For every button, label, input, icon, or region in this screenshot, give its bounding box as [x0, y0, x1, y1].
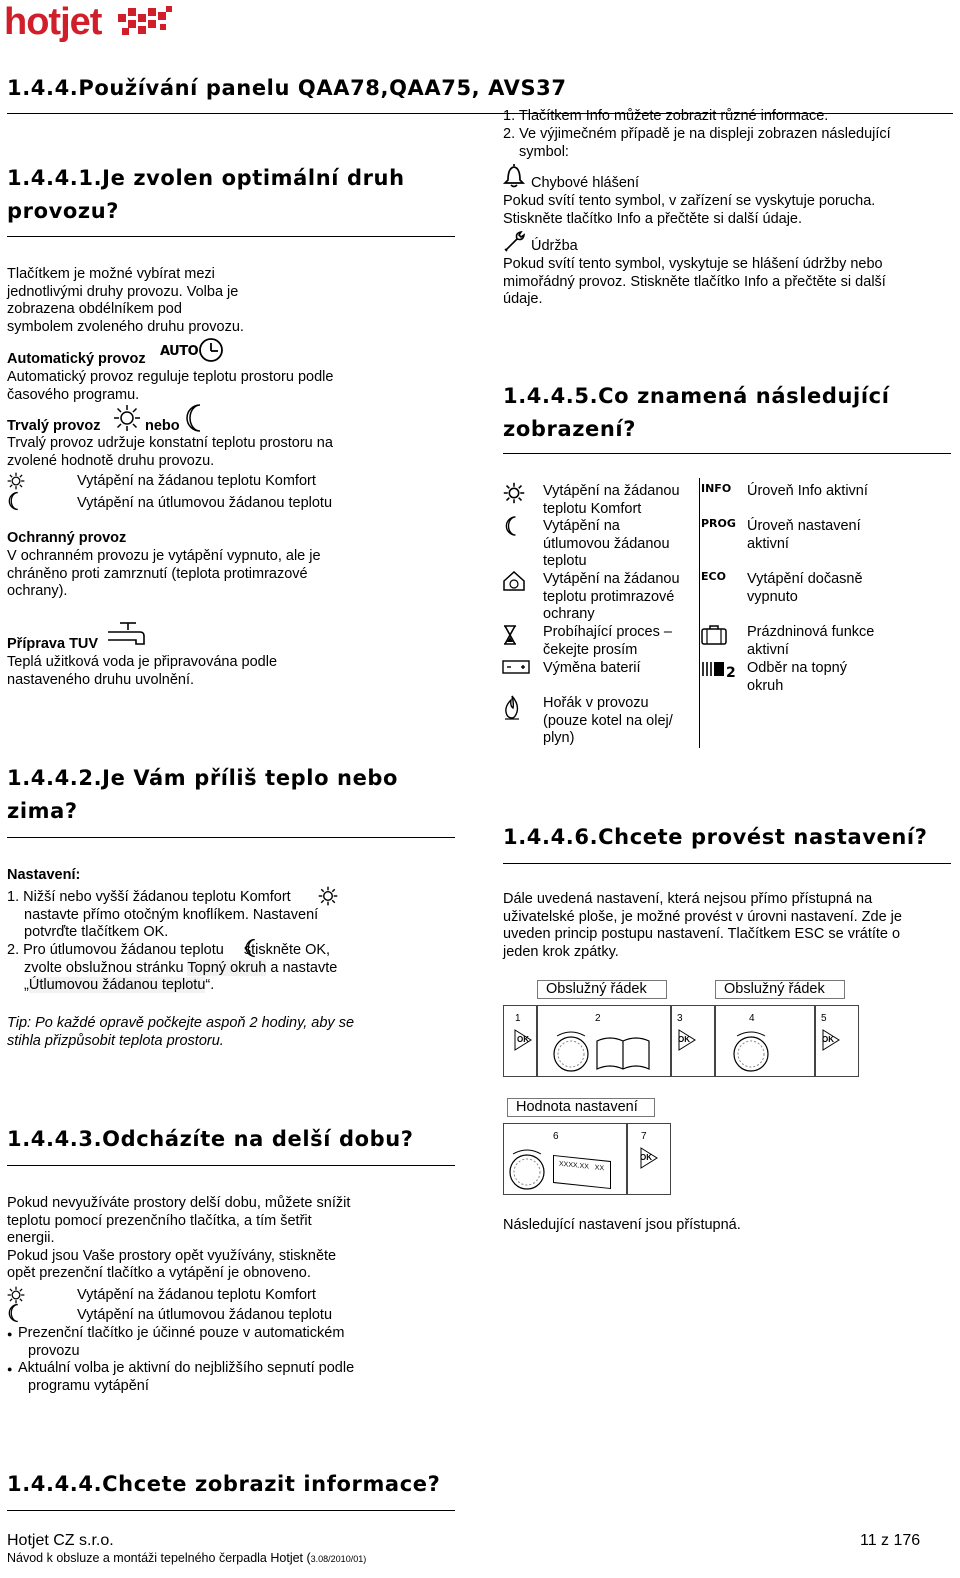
ok-label: OK — [640, 1153, 652, 1162]
symbol-desc: Odběr na topný okruh — [747, 660, 847, 694]
step-number: 5 — [821, 1013, 827, 1024]
menu-page-highlight: Topný okruh — [187, 959, 267, 976]
section-rule — [7, 837, 455, 838]
section-rule — [7, 1510, 455, 1511]
svg-text:2: 2 — [726, 665, 736, 680]
symbol-desc: Vytápění dočasně vypnuto — [747, 571, 863, 605]
section-title-1-4-4-3: 1.4.4.3.Odcházíte na delší dobu? — [7, 1127, 414, 1151]
maintenance-label: Údržba — [531, 238, 578, 254]
dial-icon — [551, 1028, 591, 1074]
auto-mode-icon: AUTO — [160, 337, 230, 365]
logo — [4, 2, 174, 46]
footer-page-number: 11 z 176 — [860, 1532, 921, 1549]
info-item-1: 1. Tlačítkem Info můžete zobrazit různé informace. — [503, 108, 829, 124]
dial-icon — [507, 1146, 547, 1192]
sec1-intro: Tlačítkem je možné vybírat mezi jednotlivými druhy provozu. Volba je zobrazena obdélníkem pod symbolem zvoleného druhu provozu. — [7, 266, 244, 335]
reduced-text: Vytápění na útlumovou žádanou teplotu — [77, 495, 333, 511]
battery-icon — [502, 660, 530, 674]
eco-badge-icon: ECO — [701, 570, 726, 583]
permanent-mode-desc: Trvalý provoz udržuje konstatní teplotu prostoru na zvolené hodnotě druhu provozu. — [7, 435, 333, 469]
error-desc: Pokud svítí tento symbol, v zařízení se vyskytuje porucha. Stiskněte tlačítko Info a přečtěte si další údaje. — [503, 193, 876, 227]
moon-icon — [505, 515, 519, 537]
tip-text: Tip: Po každé opravě počkejte aspoň 2 hodiny, aby se stihla přizpůsobit teplota prostoru. — [7, 1015, 355, 1049]
settings-item-1: 1. Nižší nebo vyšší žádanou teplotu Komfort nastavte přímo otočným knoflíkem. Nastavení potvrďte tlačítkem OK. — [7, 889, 319, 940]
protection-mode-label: Ochranný provoz — [7, 530, 127, 546]
permanent-mode-label: Trvalý provoz — [7, 418, 101, 434]
reduced-text: Vytápění na útlumovou žádanou teplotu — [77, 1307, 333, 1323]
sun-icon — [318, 886, 338, 906]
row-label: Obslužný řádek — [715, 980, 845, 999]
permanent-mode-or: nebo — [145, 418, 180, 434]
info-badge-icon: INFO — [701, 482, 732, 495]
sun-icon — [113, 404, 141, 432]
info-item-2: 2. Ve výjimečném případě je na displeji zobrazen následující symbol: — [503, 126, 891, 160]
bullet-item: ● Prezenční tlačítko je účinné pouze v automatickém provozu — [18, 1325, 344, 1360]
section-rule — [7, 1165, 455, 1166]
sun-icon — [7, 472, 25, 490]
suitcase-icon — [701, 624, 727, 646]
value-display-text: XXXX.XX XX — [559, 1160, 605, 1173]
sun-icon — [7, 1286, 25, 1304]
auto-mode-label: Automatický provoz — [7, 351, 146, 367]
ok-label: OK — [822, 1035, 834, 1044]
main-title: 1.4.4.Používání panelu QAA78,QAA75, AVS37 — [7, 76, 567, 100]
symbol-desc: Probíhající proces – čekejte prosím — [543, 624, 672, 658]
clock-icon — [198, 337, 224, 363]
logo-mark-icon — [116, 6, 174, 44]
settings-item-2: 2. Pro útlumovou žádanou teplotu stiskněte OK, zvolte obslužnou stránku Topný okruh a nastavte „Útlumovou žádanou teplotu“. — [7, 942, 338, 993]
settings-label: Nastavení: — [7, 867, 81, 883]
step-number: 7 — [641, 1131, 647, 1142]
step-number: 2 — [595, 1013, 601, 1024]
moon-icon — [245, 938, 258, 958]
settings-diagram — [503, 980, 859, 1080]
auto-mode-desc: Automatický provoz reguluje teplotu prostoru podle časového programu. — [7, 369, 334, 403]
row-label: Obslužný řádek — [537, 980, 667, 999]
table-divider — [699, 478, 700, 748]
next-settings-text: Následující nastavení jsou přístupná. — [503, 1217, 741, 1233]
moon-icon — [8, 491, 21, 511]
sec3-desc: Pokud nevyužíváte prostory delší dobu, můžete snížit teplotu pomocí prezenčního tlačítka, a tím šetřit energii. Pokud jsou Vaše prostory opět využívány, stiskněte opět prezenční tlačítko a vytápění je obnoveno. — [7, 1195, 351, 1281]
section-rule — [7, 236, 455, 237]
symbol-desc: Úroveň nastavení aktivní — [747, 518, 861, 552]
section-rule — [503, 453, 951, 454]
frost-protection-house-icon — [502, 570, 526, 592]
symbol-desc: Úroveň Info aktivní — [747, 483, 868, 499]
footer-document-title: Návod k obsluze a montáži tepelného čerpadla Hotjet (3.08/2010/01) — [7, 1551, 367, 1565]
symbol-desc: Vytápění na útlumovou žádanou teplotu — [543, 518, 670, 569]
ok-label: OK — [678, 1035, 690, 1044]
section-title-1-4-4-5: 1.4.4.5.Co znamená následující zobrazení? — [503, 384, 890, 441]
protection-mode-desc: V ochranném provozu je vytápění vypnuto, ale je chráněno proti zamrznutí (teplota protimrazové ochrany). — [7, 548, 321, 599]
error-label: Chybové hlášení — [531, 175, 640, 191]
heating-circuit-icon — [700, 658, 738, 680]
sec6-desc: Dále uvedená nastavení, která nejsou přímo přístupná na uživatelské ploše, je možné provést v úrovni nastavení. Zde je uveden princip postupu nastavení. Tlačítkem ESC se vrátíte o jeden krok zpátky. — [503, 891, 902, 960]
symbol-desc: Prázdninová funkce aktivní — [747, 624, 875, 658]
value-diagram — [503, 1098, 671, 1198]
bullet-item: ● Aktuální volba je aktivní do nejbližšího sepnutí podle programu vytápění — [18, 1360, 354, 1395]
ok-label: OK — [517, 1035, 529, 1044]
section-title-1-4-4-2: 1.4.4.2.Je Vám příliš teplo nebo zima? — [7, 766, 399, 823]
prog-badge-icon: PROG — [701, 517, 736, 530]
symbol-desc: Vytápění na žádanou teplotu protimrazové ochrany — [543, 571, 680, 622]
book-icon — [595, 1035, 651, 1073]
moon-icon — [185, 403, 205, 433]
logo-text: hotjet — [4, 1, 102, 43]
symbol-desc: Výměna baterií — [543, 660, 641, 676]
section-title-1-4-4-4: 1.4.4.4.Chcete zobrazit informace? — [7, 1472, 441, 1496]
step-number: 1 — [515, 1013, 521, 1024]
dial-icon — [731, 1028, 771, 1074]
symbol-desc: Hořák v provozu (pouze kotel na olej/ plyn) — [543, 695, 673, 746]
section-rule — [503, 863, 951, 864]
maintenance-desc: Pokud svítí tento symbol, vyskytuje se hlášení údržby nebo mimořádný provoz. Stiskněte tlačítko Info a přečtěte si další údaje. — [503, 256, 886, 307]
tap-icon — [106, 620, 148, 652]
comfort-text: Vytápění na žádanou teplotu Komfort — [77, 1287, 316, 1303]
sun-icon — [503, 482, 525, 504]
section-title-1-4-4-6: 1.4.4.6.Chcete provést nastavení? — [503, 825, 928, 849]
setting-highlight: Útlumovou žádanou teplotu — [28, 977, 206, 993]
value-label: Hodnota nastavení — [507, 1098, 655, 1117]
step-number: 4 — [749, 1013, 755, 1024]
step-number: 6 — [553, 1131, 559, 1142]
flame-icon — [503, 694, 521, 720]
value-display — [553, 1155, 611, 1189]
section-title-1-4-4-1: 1.4.4.1.Je zvolen optimální druh provozu? — [7, 166, 405, 223]
bell-icon — [502, 162, 526, 188]
symbol-desc: Vytápění na žádanou teplotu Komfort — [543, 483, 680, 517]
step-number: 3 — [677, 1013, 683, 1024]
footer-company: Hotjet CZ s.r.o. — [7, 1532, 114, 1549]
dhw-desc: Teplá užitková voda je připravována podle nastaveného druhu uvolnění. — [7, 654, 278, 688]
comfort-text: Vytápění na žádanou teplotu Komfort — [77, 473, 316, 489]
moon-icon — [8, 1303, 21, 1323]
wrench-icon — [502, 229, 526, 253]
dhw-label: Příprava TUV — [7, 636, 99, 652]
hourglass-icon — [503, 625, 517, 645]
